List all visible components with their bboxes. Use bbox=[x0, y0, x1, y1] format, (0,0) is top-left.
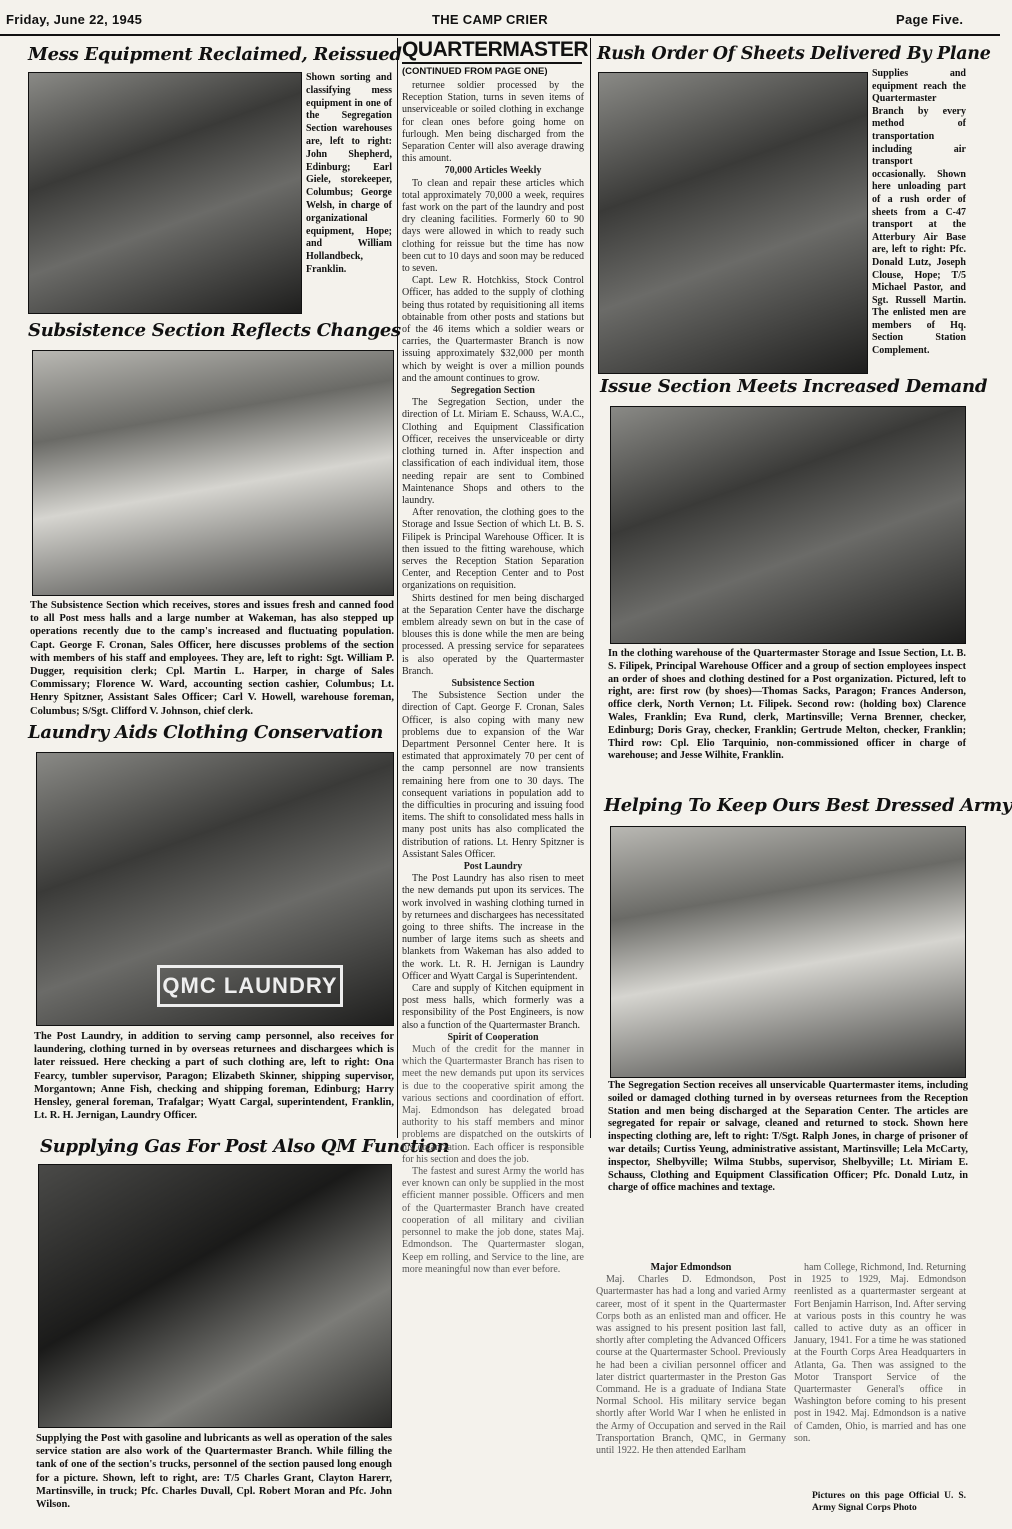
paragraph: To clean and repair these articles which total approximately 70,000 a week, requires fast work on the part of the laundry and post dry cleaning facilities. Formerly 60 to 90 days were allowed in which to ready such clothing for reissue but the time has now been cut to 10 days and soon may be reduced to seven. bbox=[402, 177, 584, 275]
caption-laundry: The Post Laundry, in addition to serving camp personnel, also receives for laundering, clothing turned in by overseas returnees and dischargees which is later reissued. Here checking a part of such clothing are, left to right: Ona Fearcy, tumbler supervisor, Paragon; Elizabeth Skinner, shipping supervisor, Morgantown; Anne Fish, checking and shipping foreman, Edinburg; Harry Hensley, general foreman, Trafalgar; Wyatt Cargal, superintendent, Franklin, Lt. R. H. Jernigan, Laundry Officer. bbox=[34, 1031, 394, 1122]
page-number: Page Five. bbox=[896, 12, 964, 27]
photo-mess-equipment bbox=[28, 72, 302, 314]
photo-gas bbox=[38, 1164, 392, 1428]
edmondson-column-1 bbox=[596, 1262, 786, 1524]
continued-line: (CONTINUED FROM PAGE ONE) bbox=[402, 66, 548, 77]
headline-gas: Supplying Gas For Post Also QM Function bbox=[40, 1136, 450, 1157]
newspaper-name: THE CAMP CRIER bbox=[432, 12, 548, 27]
headline-sheets: Rush Order Of Sheets Delivered By Plane bbox=[597, 44, 991, 64]
headline-laundry: Laundry Aids Clothing Conservation bbox=[28, 722, 384, 743]
column-rule bbox=[397, 38, 398, 1138]
subhead: Spirit of Cooperation bbox=[447, 1031, 539, 1043]
laundry-crate-label: QMC LAUNDRY bbox=[157, 965, 343, 1007]
paragraph: The Segregation Section, under the direction of Lt. Miriam E. Schauss, W.A.C., Clothing and Equipment Classification Officer, receives the unserviceable or dirty clothing turned in. After inspection and classification of each individual item, those needing repair are sent to Combined Maintenance Shops and others to the laundry. bbox=[402, 397, 584, 506]
paragraph: The Subsistence Section under the direction of Capt. George F. Cronan, Sales Officer, is also coping with many new problems due to expansion of the War Department Personnel Center here. It is estimated that approximately 70 per cent of the camp personnel are now transients remaining here from one to 30 days. The consequent variations in population add to the difficulties in procuring and issuing food items. The shift to consolidated mess halls in many post units has also complicated the distribution of rations. Lt. Henry Spitzner is Assistant Sales Officer. bbox=[402, 690, 584, 860]
quartermaster-heading bbox=[402, 38, 588, 77]
headline-issue: Issue Section Meets Increased Demand bbox=[600, 376, 988, 397]
paragraph: The fastest and surest Army the world has ever known can only be supplied in the most efficient manner possible. Officers and men of the Quartermaster Branch have created cooperation of all military and civilian personnel to make the job done, states Maj. Edmondson. The Quartermaster slogan, Keep em rolling, and Service to the line, are more meaningful now than ever before. bbox=[402, 1166, 584, 1275]
subhead: Segregation Section bbox=[451, 385, 535, 397]
subhead: Post Laundry bbox=[463, 861, 523, 872]
photo-laundry bbox=[36, 752, 394, 1026]
headline-dressed: Helping To Keep Ours Best Dressed Army bbox=[604, 795, 1012, 816]
subhead: Subsistence Section bbox=[451, 677, 535, 689]
headline-mess-equipment: Mess Equipment Reclaimed, Reissued bbox=[28, 44, 402, 65]
subhead-edmondson: Major Edmondson bbox=[650, 1262, 732, 1273]
edmondson-column-2 bbox=[794, 1262, 966, 1482]
paragraph: Much of the credit for the manner in which the Quartermaster Branch has risen to meet the new demands put upon its services is due to the cooperative spirit among the various sections and coordination of effort. Maj. Edmondson has delegated broad authority to his staff members and minor problems are dispatched on the outskirts of his organization. Each officer is responsible for his section and does the job. bbox=[402, 1044, 584, 1165]
paragraph: returnee soldier processed by the Reception Station, turns in seven items of unserviceable or soiled clothing in exchange for clean ones before going home on furlough. Men being discharged from the Separation Center will also average drawing this amount. bbox=[402, 80, 584, 165]
headline-subsistence: Subsistence Section Reflects Changes bbox=[28, 320, 401, 341]
subhead: 70,000 Articles Weekly bbox=[444, 165, 542, 177]
column-rule bbox=[590, 38, 591, 1138]
paragraph: Maj. Charles D. Edmondson, Post Quartermaster has had a long and varied Army career, most of it spent in the Quartermaster Corps both as an enlisted man and officer. He was assigned to his present position last fall, shortly after completing the Advanced Officers course at the Quartermaster School. Previously he had been a civilian personnel officer and later district quartermaster in the Preston Gas Command. He is a graduate of Indiana State Normal School. His military service began shortly after World War I when he enlisted in the Army of Occupation and served in the Rail Transportation Branch, QMC, in Germany until 1922. He then attended Earlham bbox=[596, 1274, 786, 1457]
paragraph: After renovation, the clothing goes to the Storage and Issue Section of which Lt. B. S. Filipek is Principal Warehouse Officer. It is then issued to the fitting warehouse, which serves the Reception Station Separation Center, and Reception Center and to Post organizations on requisition. bbox=[402, 507, 584, 592]
paragraph: Shirts destined for men being discharged at the Separation Center have the discharge emblem already sewn on but in the case of blouses this is done while the men are being processed. A pressing service for separatees is also operated by the Quartermaster Branch. bbox=[402, 592, 584, 677]
photo-sheets bbox=[598, 72, 868, 374]
quartermaster-title: QUARTERMASTER bbox=[402, 38, 582, 64]
quartermaster-body bbox=[402, 80, 584, 1275]
caption-issue: In the clothing warehouse of the Quartermaster Storage and Issue Section, Lt. B. S. Filipek, Principal Warehouse Officer and a group of section employees inspect an order of shoes and clothing destined for a Post organization. Pictured, left to right, are: first row (by shoes)—Thomas Sacks, Paragon; Frances Anderson, office clerk, North Vernon; Lt. Filipek. Second row: (holding box) Clarence Wales, Franklin; Eva Rund, clerk, Martinsville; Verna Brenner, checker, Edinburg; Doris Gray, checker, Franklin; Gertrude Melton, checker, Franklin; Third row: Cpl. Elio Tarquinio, non-commissioned officer in charge of warehouse; and Jesse Wilhite, Franklin. bbox=[608, 648, 966, 762]
paragraph: ham College, Richmond, Ind. Returning in 1925 to 1929, Maj. Edmondson reenlisted as a quartermaster sergeant at Fort Benjamin Harrison, Ind. After serving at various posts in this country he was called to active duty as an officer in January, 1941. For a time he was stationed at the Fourth Corps Area Headquarters in Atlanta, Ga. Then was assigned to the Motor Transport Service of the Quartermaster General's office in Washington before coming to his present post in 1942. Maj. Edmondson is a native of Camden, Ohio, is married and has one son. bbox=[794, 1262, 966, 1444]
masthead bbox=[0, 0, 1000, 36]
photo-dressed bbox=[610, 826, 966, 1078]
photo-credit: Pictures on this page Official U. S. Army Signal Corps Photo bbox=[812, 1491, 966, 1513]
caption-gas: Supplying the Post with gasoline and lubricants as well as operation of the sales service station are also work of the Quartermaster Branch. While filling the tank of one of the section's trucks, personnel of the section paused long enough for a picture. Shown, left to right, are: T/5 Charles Grant, Clayton Harerr, Martinsville, in truck; Pfc. Charles Duvall, Cpl. Robert Moran and Pfc. John Wilson. bbox=[36, 1433, 392, 1511]
caption-mess-equipment: Shown sorting and classifying mess equipment in one of the Segregation Section warehouses are, left to right: John Shepherd, Edinburg; Earl Giele, storekeeper, Columbus; George Welsh, in charge of organizational equipment, Hope; and William Hollandbeck, Franklin. bbox=[306, 72, 392, 275]
photo-issue bbox=[610, 406, 966, 644]
paragraph: Capt. Lew R. Hotchkiss, Stock Control Officer, has added to the supply of clothing being thus rotated by requisitioning all items obtainable from other posts and stations but of the 46 items which a soldier wears or carries, the Quartermaster Branch is now issuing approximately $32,000 per month which by weight is over a million pounds and the amount continues to grow. bbox=[402, 275, 584, 384]
photo-subsistence bbox=[32, 350, 394, 596]
caption-subsistence: The Subsistence Section which receives, stores and issues fresh and canned food to all Post mess halls and a large number at Wakeman, has also stepped up operations recently due to the camp's increased and fluctuating population. Capt. George F. Cronan, Sales Officer, here discusses problems of the section with members of his staff and employees. They are, left to right: Sgt. William P. Dugger, requisition clerk; Cpl. Martin L. Harper, in charge of Sales Commissary; Florence W. Ward, accounting section cashier, Columbus; Lt. Henry Spitzner, Assistant Sales Officer; Carl V. Howell, warehouse foreman, Columbus; S/Sgt. Clifford V. Johnson, chief clerk. bbox=[30, 600, 394, 717]
caption-sheets: Supplies and equipment reach the Quartermaster Branch by every method of transportation including air transport occasionally. Shown here unloading part of a rush order of sheets from a C-47 transport at the Atterbury Air Base are, left to right: Pfc. Donald Lutz, Joseph Clouse, Hope; T/5 Michael Pastor, and Sgt. Russell Martin. The enlisted men are members of Hq. Section Station Complement. bbox=[872, 68, 966, 357]
caption-dressed: The Segregation Section receives all unservicable Quartermaster items, including soiled or damaged clothing turned in by overseas returnees from the Reception Station and men being discharged at the Separation Center. The articles are segregated for repair or salvage, cleaned and returned to stock. Shown here inspecting clothing are, left to right: T/Sgt. Ralph Jones, in charge of prisoner of war details; Curtiss Yeung, administrative assistant, Martinsville; Lela McCarty, inspector, Shelbyville; Wilma Stubbs, supervisor, Shelbyville; Lt. Miriam E. Schauss, Clothing and Equipment Classification Officer; Pfc. Donald Lutz, in charge of office machines and textage. bbox=[608, 1080, 968, 1194]
paragraph: The Post Laundry has also risen to meet the new demands put upon its services. The work involved in washing clothing turned in by returnees and dischargees has necessitated going to three shifts. The increase in the number of large items such as sheets and blankets from Wakeman has also added to the work. Lt. R. H. Jernigan is Laundry Officer and Wyatt Cargal is Superintendent. bbox=[402, 873, 584, 982]
paragraph: Care and supply of Kitchen equipment in post mess halls, which formerly was a responsibility of the Post Engineers, is now also a function of the Quartermaster Branch. bbox=[402, 983, 584, 1031]
issue-date: Friday, June 22, 1945 bbox=[6, 12, 143, 27]
